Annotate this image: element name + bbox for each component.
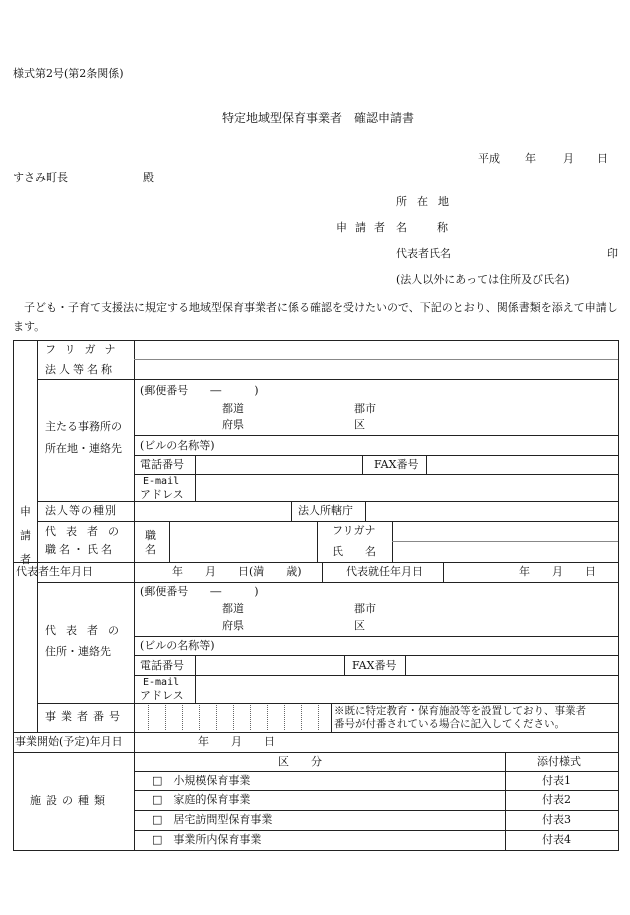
seal-mark: 印 — [607, 247, 618, 260]
corp-type-label: 法人等の種別 — [45, 504, 117, 517]
facility-name-4[interactable]: □ 事業所内保育事業 — [152, 833, 262, 846]
position-label-1: 職 — [145, 529, 156, 542]
non-corp-note: (法人以外にあっては住所及び氏名) — [396, 273, 570, 286]
birth-label: 代表者生年月日 — [16, 565, 93, 578]
term-label: 代表就任年月日 — [346, 565, 423, 578]
rep-todo: 都道 — [222, 602, 244, 615]
name-label: 名称 — [396, 221, 478, 234]
category-header: 区 分 — [278, 755, 322, 768]
date-era: 平成 — [478, 152, 500, 165]
office-postal: (郵便番号 ― ) — [140, 384, 259, 397]
rep-address-label-2: 住所・連絡先 — [45, 645, 111, 658]
corp-name-label: 法人等名称 — [45, 363, 115, 376]
facility-name-1[interactable]: □ 小規模保育事業 — [152, 774, 251, 787]
rep-email-label-1: E-mail — [143, 677, 180, 688]
document-title: 特定地域型保育事業者 確認申請書 — [222, 111, 415, 125]
facility-attachment-4: 付表4 — [542, 833, 571, 846]
operator-note-2: 番号が付番されている場合に記入してください。 — [334, 718, 565, 730]
rep-fax-label: FAX番号 — [352, 659, 397, 672]
position-label-2: 名 — [145, 543, 156, 556]
facility-attachment-3: 付表3 — [542, 813, 571, 826]
facility-name-3[interactable]: □ 居宅訪問型保育事業 — [152, 813, 273, 826]
form-number: 様式第2号(第2条関係) — [13, 67, 124, 80]
rep-ku: 区 — [354, 619, 365, 632]
date-day: 日 — [597, 152, 608, 165]
corp-agency-label: 法人所轄庁 — [298, 504, 353, 517]
office-label-1: 主たる事務所の — [45, 420, 122, 433]
office-todo: 都道 — [222, 402, 244, 415]
rep-building: (ビルの名称等) — [140, 639, 215, 652]
office-email-label-2: アドレス — [140, 488, 184, 501]
rep-phone-label: 電話番号 — [140, 659, 184, 672]
facility-attachment-1: 付表1 — [542, 774, 571, 787]
operator-number-label: 事業者番号 — [45, 710, 125, 723]
addressee-name: すさみ町長 — [13, 171, 68, 184]
rep-fuken: 府県 — [222, 619, 244, 632]
furigana-label: フリガナ — [45, 343, 125, 356]
office-ku: 区 — [354, 418, 365, 431]
address-label: 所在地 — [396, 195, 459, 208]
attachment-header: 添付様式 — [537, 755, 581, 768]
office-building: (ビルの名称等) — [140, 439, 215, 452]
representative-label: 代表者氏名 — [396, 247, 451, 260]
rep-address-label-1: 代表者の — [45, 624, 129, 637]
start-date-value: 年 月 日 — [198, 735, 275, 748]
side-label-1: 申 — [20, 505, 31, 518]
rep-furigana-label: フリガナ — [332, 524, 376, 537]
date-year: 年 — [525, 152, 536, 165]
office-email-label-1: E-mail — [143, 476, 180, 487]
addressee-honorific: 殿 — [143, 171, 154, 184]
operator-note-1: ※既に特定教育・保育施設等を設置しており、事業者 — [334, 705, 586, 717]
office-phone-label: 電話番号 — [140, 458, 184, 471]
office-gunshi: 郡市 — [354, 402, 376, 415]
rep-position-label-1: 代表者の — [45, 525, 129, 538]
office-label-2: 所在地・連絡先 — [45, 442, 122, 455]
body-text: 子ども・子育て支援法に規定する地域型保育事業者に係る確認を受けたいので、下記のとおり、関係書類を添えて申請します。 — [13, 301, 618, 333]
facility-name-2[interactable]: □ 家庭的保育事業 — [152, 793, 251, 806]
facility-attachment-2: 付表2 — [542, 793, 571, 806]
term-value: 年 月 日 — [519, 565, 596, 578]
rep-gunshi: 郡市 — [354, 602, 376, 615]
rep-name-label: 氏 名 — [332, 545, 376, 558]
side-label-3: 者 — [20, 553, 31, 566]
start-date-label: 事業開始(予定)年月日 — [15, 735, 123, 748]
applicant-label: 申請者 — [336, 221, 393, 234]
rep-email-label-2: アドレス — [140, 689, 184, 702]
rep-postal: (郵便番号 ― ) — [140, 585, 259, 598]
rep-position-label-2: 職名・氏名 — [45, 543, 115, 556]
facility-type-label: 施設の種類 — [30, 794, 110, 807]
date-month: 月 — [563, 152, 574, 165]
office-fuken: 府県 — [222, 418, 244, 431]
office-fax-label: FAX番号 — [374, 458, 419, 471]
birth-value: 年 月 日(満 歳) — [172, 565, 302, 578]
side-label-2: 請 — [20, 529, 31, 542]
